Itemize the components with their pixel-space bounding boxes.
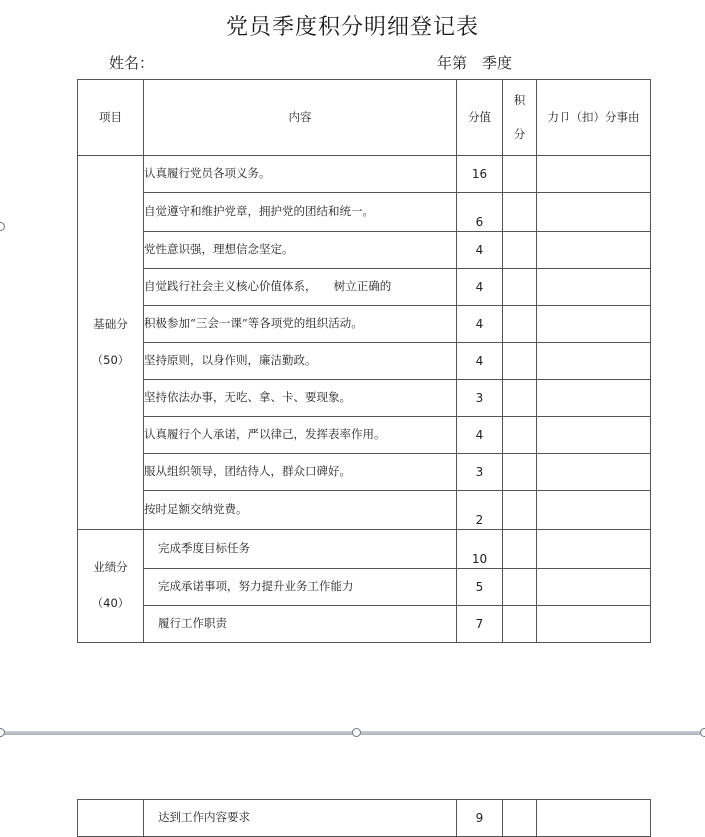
row-score: 6 xyxy=(457,193,503,232)
reason-cell[interactable] xyxy=(537,156,651,193)
row-score: 3 xyxy=(457,380,503,417)
points-cell[interactable] xyxy=(503,343,537,380)
points-cell[interactable] xyxy=(503,156,537,193)
row-score: 4 xyxy=(457,269,503,306)
row-content: 完成季度目标任务 xyxy=(144,530,457,569)
row-score: 16 xyxy=(457,156,503,193)
table-row xyxy=(78,417,651,454)
points-cell[interactable] xyxy=(503,306,537,343)
reason-cell[interactable] xyxy=(537,193,651,232)
table-row xyxy=(78,491,651,530)
row-score: 10 xyxy=(457,530,503,569)
row-content: 服从组织领导，团结待人，群众口碑好。 xyxy=(144,454,457,491)
row-score: 4 xyxy=(457,306,503,343)
reason-cell[interactable] xyxy=(537,491,651,530)
group-performance xyxy=(78,530,144,643)
row-content: 坚持依法办事，无吃、拿、卡、要现象。 xyxy=(144,380,457,417)
name-label: 姓名： xyxy=(109,54,155,72)
form-title: 党员季度积分明细登记表 xyxy=(225,15,479,40)
table-header-row xyxy=(78,80,651,156)
row-score: 7 xyxy=(457,606,503,643)
table-row xyxy=(78,569,651,606)
points-cell[interactable] xyxy=(503,491,537,530)
points-cell[interactable] xyxy=(503,569,537,606)
table-row xyxy=(78,193,651,232)
season-label: 年第 季度 xyxy=(437,54,513,72)
row-content: 党性意识强，理想信念坚定。 xyxy=(144,232,457,269)
header-points-bottom: 分 xyxy=(513,126,526,141)
row-score: 4 xyxy=(457,417,503,454)
reason-cell[interactable] xyxy=(537,306,651,343)
table-row xyxy=(78,343,651,380)
score-table-page2 xyxy=(77,799,651,837)
reason-cell[interactable] xyxy=(537,569,651,606)
row-content: 履行工作职责 xyxy=(144,606,457,643)
points-cell[interactable] xyxy=(503,193,537,232)
row-content: 达到工作内容要求 xyxy=(144,800,457,837)
row-content: 完成承诺事项，努力提升业务工作能力 xyxy=(144,569,457,606)
points-cell[interactable] xyxy=(503,800,537,837)
points-cell[interactable] xyxy=(503,606,537,643)
row-content: 坚持原则，以身作则，廉洁勤政。 xyxy=(144,343,457,380)
header-score: 分值 xyxy=(457,80,503,156)
row-content: 积极参加“三会一课”等各项党的组织活动。 xyxy=(144,306,457,343)
reason-cell[interactable] xyxy=(537,417,651,454)
table-row xyxy=(78,454,651,491)
row-score: 2 xyxy=(457,491,503,530)
header-content: 内容 xyxy=(144,80,457,156)
group-basic xyxy=(78,156,144,530)
points-cell[interactable] xyxy=(503,232,537,269)
header-points-top: 积 xyxy=(513,92,526,107)
resize-handle-bottom-left[interactable] xyxy=(0,728,5,737)
table-row xyxy=(78,380,651,417)
row-score: 9 xyxy=(457,800,503,837)
resize-handle-bottom-right[interactable] xyxy=(700,728,705,737)
row-content: 自觉遵守和维护党章，拥护党的团结和统一。 xyxy=(144,193,457,232)
points-cell[interactable] xyxy=(503,530,537,569)
header-reason: 力卩（扣）分事由 xyxy=(537,80,651,156)
row-content: 认真履行党员各项义务。 xyxy=(144,156,457,193)
group-basic-sub: （50） xyxy=(91,352,130,367)
row-score: 4 xyxy=(457,343,503,380)
table-row xyxy=(78,269,651,306)
reason-cell[interactable] xyxy=(537,343,651,380)
group-performance-label: 业绩分 xyxy=(93,560,128,575)
table-row xyxy=(78,606,651,643)
row-content: 认真履行个人承诺，严以律己，发挥表率作用。 xyxy=(144,417,457,454)
row-content: 按时足额交纳党费。 xyxy=(144,491,457,530)
table-row xyxy=(78,232,651,269)
group-basic-label: 基础分 xyxy=(93,316,128,331)
points-cell[interactable] xyxy=(503,454,537,491)
resize-handle-bottom-center[interactable] xyxy=(352,728,361,737)
header-item: 项目 xyxy=(78,80,144,156)
reason-cell[interactable] xyxy=(537,606,651,643)
table-row xyxy=(78,156,651,193)
group-cell xyxy=(78,800,144,837)
header-points xyxy=(503,80,537,156)
points-cell[interactable] xyxy=(503,269,537,306)
reason-cell[interactable] xyxy=(537,232,651,269)
row-score: 4 xyxy=(457,232,503,269)
table-row xyxy=(78,800,651,837)
reason-cell[interactable] xyxy=(537,269,651,306)
reason-cell[interactable] xyxy=(537,380,651,417)
score-table xyxy=(77,79,651,643)
reason-cell[interactable] xyxy=(537,454,651,491)
reason-cell[interactable] xyxy=(537,530,651,569)
points-cell[interactable] xyxy=(503,417,537,454)
row-content: 自觉践行社会主义核心价值体系， 树立正确的 xyxy=(144,269,457,306)
resize-handle-left[interactable] xyxy=(0,222,5,231)
table-row xyxy=(78,306,651,343)
points-cell[interactable] xyxy=(503,380,537,417)
reason-cell[interactable] xyxy=(537,800,651,837)
group-performance-sub: （40） xyxy=(91,596,130,610)
row-score: 3 xyxy=(457,454,503,491)
table-row xyxy=(78,530,651,569)
row-score: 5 xyxy=(457,569,503,606)
